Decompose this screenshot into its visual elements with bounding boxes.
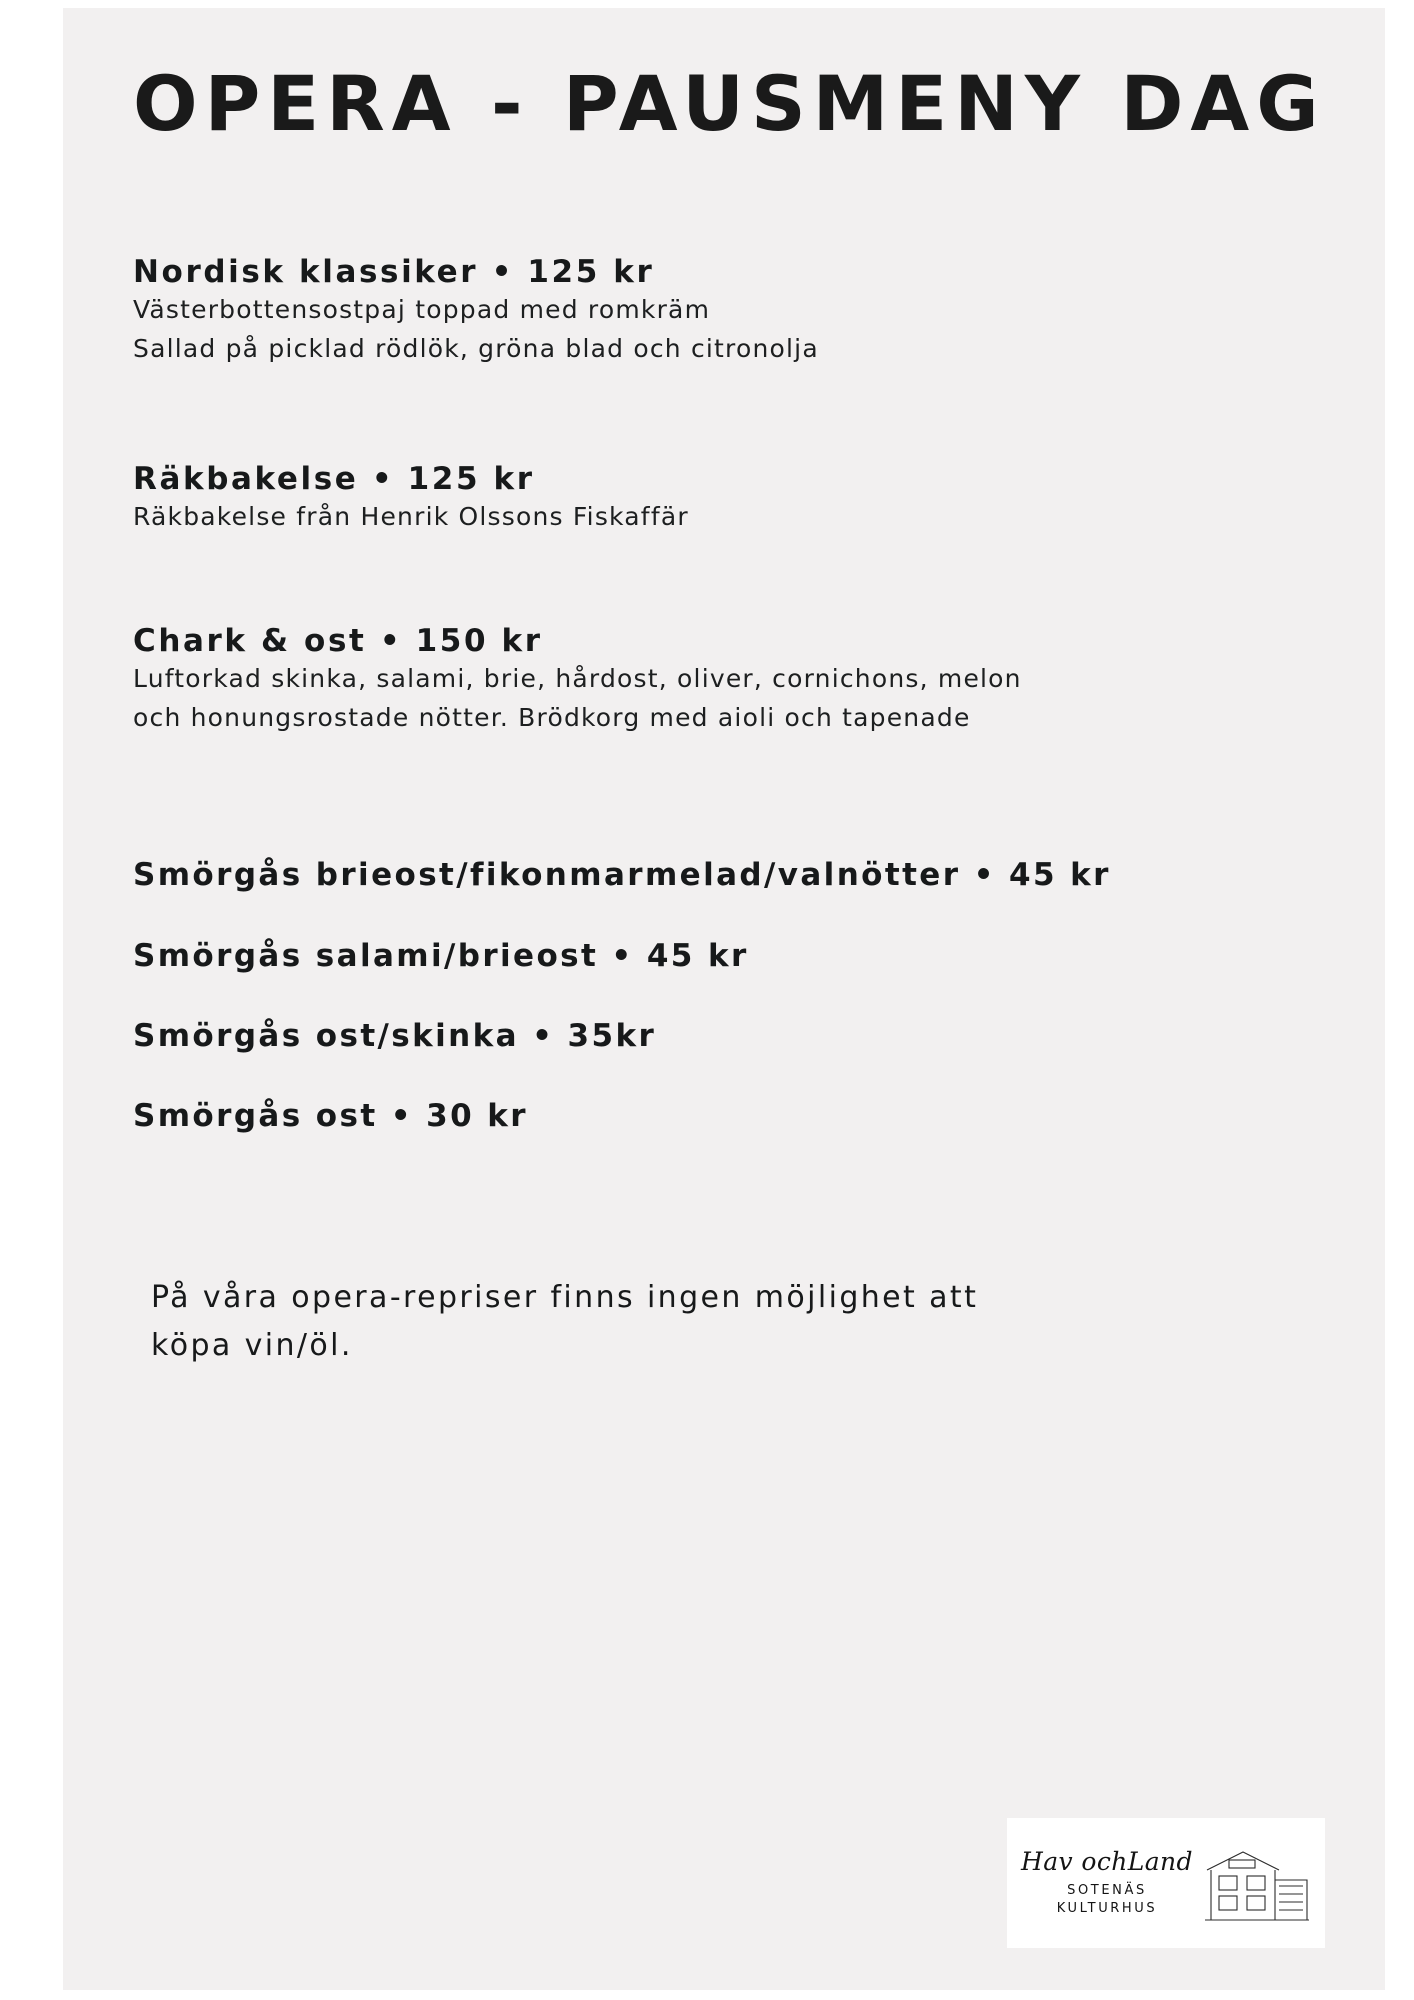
page-title: OPERA - PAUSMENY DAG <box>133 59 1326 148</box>
sandwich-item: Smörgås salami/brieost • 45 kr <box>133 937 749 974</box>
logo-inner <box>1021 1840 1311 1926</box>
menu-item-heading: Chark & ost • 150 kr <box>133 622 543 659</box>
menu-item-heading: Räkbakelse • 125 kr <box>133 460 535 497</box>
sandwich-item: Smörgås brieost/fikonmarmelad/valnötter • 45 kr <box>133 857 1111 894</box>
menu-section-sandwiches <box>133 857 1315 1135</box>
logo-wordmark: Hav ochLand <box>1021 1846 1193 1876</box>
menu-item-chark-och-ost <box>133 623 1315 738</box>
menu-note-line-2: köpa vin/öl. <box>151 1328 353 1364</box>
menu-item-heading: Nordisk klassiker • 125 kr <box>133 254 655 290</box>
logo-subtitle-line-1: SOTENÄS <box>1067 1882 1147 1898</box>
sandwich-item: Smörgås ost • 30 kr <box>133 1097 528 1134</box>
logo-subtitle-line-2: KULTURHUS <box>1056 1900 1158 1916</box>
menu-sheet <box>63 8 1385 1990</box>
menu-item-description-line: Västerbottensostpaj toppad med romkräm <box>133 295 711 325</box>
logo-text <box>1021 1846 1193 1917</box>
menu-item-description-line: Luftorkad skinka, salami, brie, hårdost, oliver, cornichons, melon <box>133 663 1022 693</box>
building-icon <box>1203 1840 1311 1926</box>
spacer <box>133 737 1315 857</box>
menu-item-description-line: och honungsrostade nötter. Brödkorg med aioli och tapenade <box>133 702 971 732</box>
spacer <box>133 537 1315 623</box>
spacer <box>133 369 1315 461</box>
menu-note-line-1: På våra opera-repriser finns ingen möjlighet att <box>151 1280 979 1316</box>
spacer-title <box>133 142 1315 254</box>
spacer <box>133 1178 1315 1274</box>
sandwich-item: Smörgås ost/skinka • 35kr <box>133 1017 657 1054</box>
menu-item-description-line: Sallad på picklad rödlök, gröna blad och citronolja <box>133 333 819 363</box>
menu-item-description-line: Räkbakelse från Henrik Olssons Fiskaffär <box>133 501 689 531</box>
menu-item-nordisk-klassiker <box>133 254 1315 369</box>
menu-item-rakbakelse <box>133 461 1315 537</box>
menu-section-main <box>133 254 1315 737</box>
menu-content <box>63 8 1385 1990</box>
menu-note <box>133 1274 1211 1370</box>
logo <box>1007 1818 1325 1948</box>
